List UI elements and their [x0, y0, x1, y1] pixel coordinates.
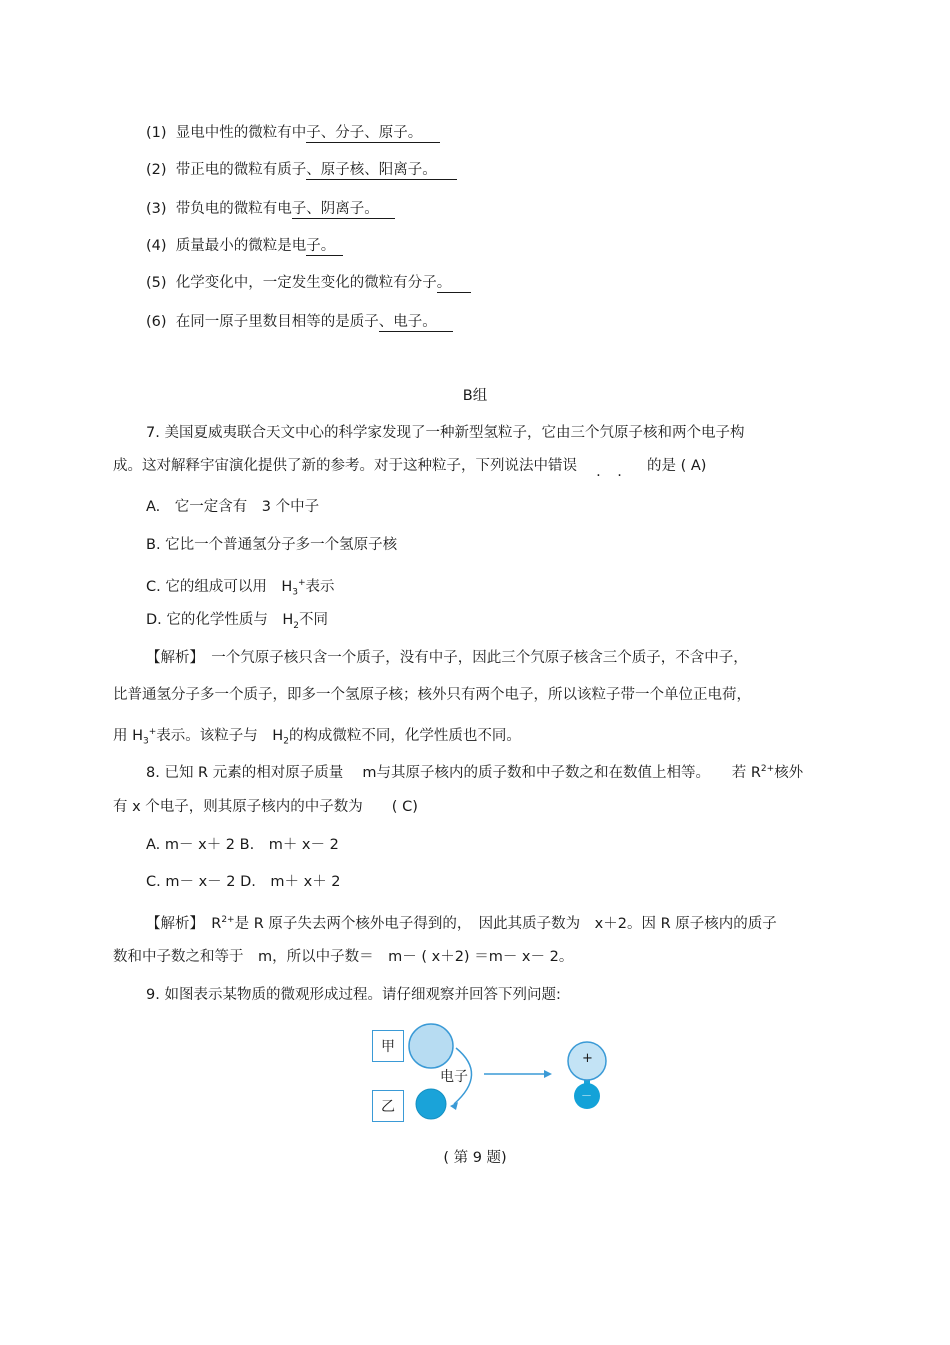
answer-text: 显电中性的微粒有中	[175, 125, 307, 141]
subscript: 2	[283, 736, 289, 747]
q7-answer: 的是 ( A)	[647, 458, 707, 474]
q7-stem-line2	[113, 456, 707, 480]
analysis-text: 用 H	[113, 727, 144, 744]
answer-text: 带正电的微粒有质子	[175, 162, 307, 178]
q8-analysis-line2: 数和中子数之和等于 m，所以中子数＝ m－ ( x＋2) ＝m－ x－ 2。	[113, 949, 574, 965]
subscript: 3	[292, 587, 298, 598]
answer-number: (4)	[146, 238, 167, 254]
subscript: 3	[143, 736, 149, 747]
q7-option-b: B. 它比一个普通氢分子多一个氢原子核	[146, 537, 398, 553]
answer-line-4	[146, 236, 343, 256]
answer-number: (6)	[146, 314, 167, 330]
answer-number: (3)	[146, 201, 167, 217]
answer-line-1	[146, 123, 440, 143]
group-title: B组	[462, 388, 488, 404]
answer-blank: 子。	[306, 237, 343, 256]
answer-text: 在同一原子里数目相等的是质子	[175, 314, 379, 330]
answer-blank: 子、阴离子。	[292, 200, 395, 219]
q8-stem-line2: 有 x 个电子，则其原子核内的中子数为 ( C)	[113, 799, 418, 815]
q8-options-ab: A. m－ x＋ 2 B. m＋ x－ 2	[146, 837, 339, 853]
superscript: +	[297, 578, 306, 588]
analysis-text: R	[196, 915, 222, 932]
q8-stem-text: 核外	[774, 764, 804, 781]
answer-text: 化学变化中，一定发生变化的微粒有分子	[175, 275, 437, 291]
electron-label: 电子	[440, 1069, 468, 1085]
answer-blank: 子、分子、原子。	[306, 124, 440, 143]
answer-line-5	[146, 273, 471, 293]
diagram-svg	[360, 1018, 620, 1130]
q7-option-c	[146, 573, 335, 603]
answer-line-3	[146, 199, 395, 219]
large-circle	[409, 1024, 453, 1068]
minus-sign: －	[581, 1089, 592, 1102]
analysis-text: 是 R 原子失去两个核外电子得到的， 因此其质子数为 x＋2。因 R 原子核内的质子	[234, 915, 777, 932]
q7-analysis-line3	[113, 722, 521, 752]
answer-number: (2)	[146, 162, 167, 178]
analysis-text: 表示。该粒子与 H	[156, 727, 284, 744]
q8-stem-line1	[146, 759, 803, 783]
option-text: 不同	[299, 612, 329, 628]
answer-text: 带负电的微粒有电	[175, 201, 292, 217]
figure-caption: ( 第 9 题)	[443, 1150, 507, 1166]
answer-line-6	[146, 312, 453, 332]
answer-blank: 。	[437, 274, 472, 293]
q7-analysis-line1	[146, 648, 748, 668]
superscript: 2+	[221, 915, 235, 925]
answer-blank: 、原子核、阳离子。	[306, 161, 457, 180]
analysis-text: 一个氕原子核只含一个质子，没有中子，因此三个氕原子核含三个质子，不含中子，	[196, 650, 748, 666]
q7-analysis-line2: 比普通氢分子多一个质子，即多一个氢原子核；核外只有两个电子，所以该粒子带一个单位正电荷，	[113, 687, 751, 703]
small-circle	[416, 1089, 446, 1119]
q9-stem: 9. 如图表示某物质的微观形成过程。请仔细观察并回答下列问题:	[146, 987, 561, 1003]
q7-stem-line1: 7. 美国夏威夷联合天文中心的科学家发现了一种新型氢粒子，它由三个氕原子核和两个电子构	[146, 425, 745, 441]
analysis-text: 的构成微粒不同，化学性质也不同。	[288, 727, 521, 744]
label-yi: 乙	[381, 1099, 395, 1115]
q7-stem-text: 成。这对解释宇宙演化提供了新的参考。对于这种粒子，下列说法中错误	[113, 458, 577, 474]
option-text: D. 它的化学性质与 H	[146, 612, 294, 628]
superscript: +	[148, 727, 157, 737]
label-jia: 甲	[381, 1039, 395, 1055]
answer-blank: 、电子。	[379, 313, 453, 332]
reaction-arrow-head	[544, 1070, 552, 1078]
answer-line-2	[146, 160, 457, 180]
subscript: 2	[293, 620, 300, 631]
answer-number: (5)	[146, 275, 167, 291]
q7-option-d	[146, 610, 328, 636]
option-text: 表示	[305, 578, 335, 595]
particle-formation-diagram	[360, 1018, 620, 1130]
emphasis-dots: . .	[596, 464, 628, 480]
q7-option-a: A. 它一定含有 3 个中子	[146, 499, 320, 515]
answer-text: 质量最小的微粒是电	[175, 238, 307, 254]
answer-number: (1)	[146, 125, 167, 141]
plus-sign: +	[582, 1051, 593, 1066]
q8-stem-text: 8. 已知 R 元素的相对原子质量 m与其原子核内的质子数和中子数之和在数值上相等。 若 R	[146, 764, 761, 781]
option-text: C. 它的组成可以用 H	[146, 578, 293, 595]
analysis-tag: 【解析】	[146, 915, 197, 932]
superscript: 2+	[760, 764, 775, 774]
q8-analysis-line1	[146, 910, 777, 934]
analysis-tag: 【解析】	[146, 650, 197, 666]
q8-options-cd: C. m－ x－ 2 D. m＋ x＋ 2	[146, 874, 341, 890]
